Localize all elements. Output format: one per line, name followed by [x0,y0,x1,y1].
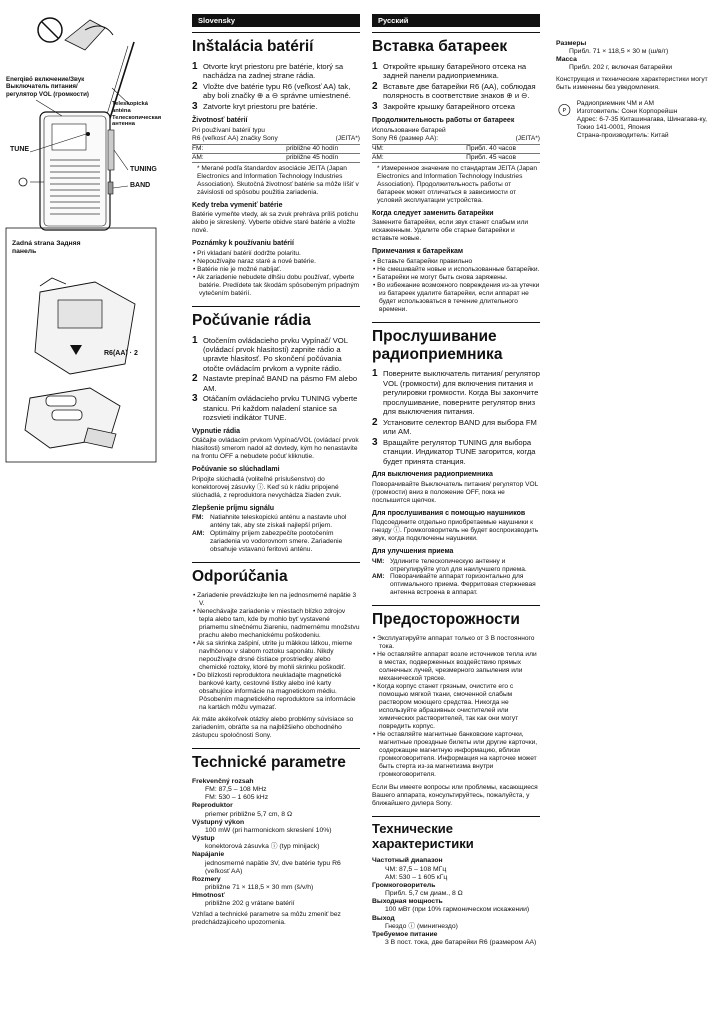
step-item: 2 Vložte dve batérie typu R6 (veľkosť AA) tak, aby boli značky ⊕ a ⊖ správne umiestnené. [192,80,351,101]
paragraph: Vzhľad a technické parametre sa môžu zmeniť bez predchádzajúceho upozornenia. [192,911,341,927]
subsection-title: Когда следует заменить батарейки [372,209,494,217]
paragraph: Если Вы имеете вопросы или проблемы, касающиеся Вашего аппарата, консультируйтесь, пожалуйста, у ближайшего дилера Sony. [372,783,538,807]
spec-value: FM: 530 – 1 605 kHz [205,794,269,802]
spec-value: ЧМ: 87,5 – 108 МГц [385,865,447,873]
battery-callout: R6(AA) · 2 [104,350,138,357]
list-item: AM: Поворачивайте аппарат горизонтально для оптимального приема. Ферритовая стержневая антенна встроена в аппарат. [372,573,536,597]
list-item: • Эксплуатируйте аппарат только от 3 В постоянного тока. [373,634,535,650]
subsection-title: Примечания к батарейкам [372,248,464,256]
subsection-title: Zlepšenie príjmu signálu [192,504,275,512]
subsection-title: Počúvanie so slúchadlami [192,466,280,474]
paragraph: Конструкция и технические характеристики могут быть изменены без уведомления. [556,75,708,91]
section-title: Inštalácia batérií [192,32,360,56]
band-callout: BAND [130,182,151,189]
list-item: • Ak zariadenie nebudete dlhšiu dobu používať, vyberte batérie. Predídete tak škodám spôsobeným prípadným vytečením batérií. [193,273,360,297]
list-item: • Zariadenie prevádzkujte len na jednosmerné napätie 3 V. [193,591,357,607]
jeita-mark: (JEITA*) [515,134,540,142]
battery-life-line: R6 (veľkosť AA) značky Sony [192,134,278,142]
footnote: * Измеренное значение по стандартам JEITA (Japan Electronics and Information Technology Industries Association). Продолжительность работы от батареек может отличаться в зависимости от условий эксплуатации устройства. [377,164,537,204]
step-item: 2 Установите селектор BAND для выбора FM или AM. [372,416,537,437]
spec-key: Масса [556,56,577,64]
list-item: • Pri vkladaní batérií dodržte polaritu. [193,249,301,257]
spec-key: Выход [372,914,395,922]
paragraph: Подсоедините отдельно приобретаемые наушники к гнезду ⓘ. Громкоговоритель не будет воспроизводить звук, когда подключены наушники. [372,519,539,543]
product-figure [0,0,168,470]
paragraph: Batérie vymeňte vtedy, ak sa zvuk prehráva príliš potichu alebo je skreslený. Vyberte obidve staré batérie a vložte nové. [192,211,359,235]
step-item: 3 Вращайте регулятор TUNING для выбора станции. Индикатор TUNE загорится, когда будет принята станция. [372,436,536,466]
spec-value: Прибл. 202 г, включая батарейки [569,64,673,72]
section-title: Предосторожности [372,605,540,629]
spec-key: Требуемое питание [372,930,438,938]
spec-key: Napájanie [192,851,225,859]
spec-value: Прибл. 71 × 118,5 × 30 м (ш/в/г) [569,48,669,56]
list-item: • Батарейки не могут быть снова заряжены. [373,273,508,281]
footnote: * Merané podľa štandardov asociácie JEITA (Japan Electronics and Information Technology Industries Association). Skutočná životnosť batérie sa môže líšiť v závislosti od spôsobu použitia zariadenia. [197,164,359,196]
spec-value: jednosmerné napätie 3V, dve batérie typu R6 (veľkosť AA) [205,859,341,875]
subsection-title: Продолжительность работы от батареек [372,117,515,125]
spec-key: Frekvenčný rozsah [192,777,254,785]
table-row: AM: Прибл. 45 часов [372,154,540,163]
subsection-title: Для улучшения приема [372,548,454,556]
spec-value: FM: 87,5 – 108 MHz [205,786,267,794]
spec-value: 100 мВт (при 10% гармоническом искажении) [385,906,530,914]
spec-value: priemer približne 5,7 cm, 8 Ω [205,810,293,818]
table-row: FM: približne 40 hodín [192,145,360,154]
subsection-title: Životnosť batérií [192,117,248,125]
step-item: 3 Закройте крышку батарейного отсека [372,100,516,112]
battery-life-table [192,144,360,163]
step-item: 3 Otáčaním ovládacieho prvku TUNING vyberte stanicu. Pri každom naladení stanice sa rozsvieti indikátor TUNE. [192,393,358,423]
maker-line: Страна-производитель: Китай [576,131,669,139]
spec-value: konektorová zásuvka ⓘ (typ minijack) [205,843,320,851]
list-item: • Когда корпус станет грязным, очистите его с помощью мягкой ткани, смоченной слабым раствором моющего средства. Никогда не используйте абразивных очистителей или химических растворителей, так как они могут повредить корпус. [373,683,519,731]
paragraph: Замените батарейки, если звук станет слабым или искаженным. Удалите обе старые батарейки и вставьте новые. [372,219,529,243]
battery-life-line: Использование батарей [372,126,446,134]
section-title: Odporúčania [192,562,360,586]
battery-life-table [372,144,540,163]
paragraph: Otáčajte ovládacím prvkom Vypínač/VOL (ovládací prvok hlasitosti) smerom nadol až dovtedy, kým ho nenastavíte na frontu OFF a nebudete počuť kliknutie. [192,437,359,461]
section-title: Počúvanie rádia [192,306,360,330]
list-item: • Ak sa skrinka zašpiní, utrite ju mäkkou látkou, mierne navlhčenou v slabom roztoku saponátu. Nikdy nepoužívajte drsné čistiace prostriedky alebo chemické roztoky, ktoré by mohli skrinku poškodiť. [193,639,353,671]
step-item: 1 Otočením ovládacieho prvku Vypínač/ VOL (ovládací prvok hlasitosti) zapnite rádio a upravte hlasitosť. Po skončení počúvania otočte ovládacím prvkom a vypnite rádio. [192,334,348,373]
step-item: 3 Zatvorte kryt priestoru pre batérie. [192,100,318,112]
antenna-callout: Teleskopická anténa Телескопическая антенна [112,101,162,128]
table-row: AM: približne 45 hodín [192,154,360,163]
list-item: FM: Natiahnite teleskopickú anténu a nastavte uhol antény tak, aby ste získali najlepší príjem. [192,514,347,530]
spec-value: Прибл. 5,7 см диам., 8 Ω [385,890,463,898]
list-item: • Вставьте батарейки правильно [373,257,473,265]
spec-key: Размеры [556,40,587,47]
step-item: 1 Поверните выключатель питания/ регулятор VOL (громкости) для включения питания и регулировки громкости. Когда Вы закончите прослушивание, поверните регулятор вниз для выключения питания. [372,368,540,417]
section-title: Вставка батареек [372,32,540,56]
spec-value: AM: 530 – 1 605 кГц [385,873,448,881]
russian-column [372,14,540,947]
step-item: 1 Откройте крышку батарейного отсека на задней панели радиоприемника. [372,60,527,81]
step-item: 2 Вставьте две батарейки R6 (AA), соблюдая полярность в соответствие знаков ⊕ и ⊖. [372,80,536,101]
list-item: • Nepoužívajte naraz staré a nové batérie. [193,257,316,265]
slovak-column [192,14,360,928]
tuning-callout: TUNING [130,166,157,173]
section-title: Технические характеристики [372,816,540,852]
spec-value: približne 71 × 118,5 × 30 mm (š/v/h) [205,883,314,891]
svg-text:P: P [562,107,567,114]
spec-value: Гнездо ⓘ (миниrнездо) [385,922,458,930]
table-row: ЧМ: Прибл. 40 часов [372,145,540,154]
power-callout: Enerqiво́ включение/Звук Выключатель питания/ регулятор VOL (громкости) [6,76,89,98]
spec-key: Výstup [192,835,215,843]
section-title: Прослушивание радиоприемника [372,322,540,364]
russian-continuation-column [556,40,720,140]
list-item: • Batérie nie je možné nabíjať. [193,265,282,273]
spec-key: Reproduktor [192,802,233,810]
list-item: ЧМ: Удлините телескопическую антенну и отрегулируйте угол для наилучшего приема. [372,557,527,573]
list-item: • Во избежание возможного повреждения из-за утечки из батареек удалите батарейки, если аппарат не будет использоваться в течение длительного времени. [373,281,540,313]
maker-line: Изготовитель: Сони Корпорейшн [576,107,678,115]
subsection-title: Poznámky k používaniu batérií [192,240,294,248]
back-panel-label: Zadná strana Задняя панель [12,240,81,256]
list-item: • Do blízkosti reproduktora neukladajte magnetické bankové karty, cestovné lístky alebo iné karty obsahujúce informácie na magnetickom médiu. Pôsobením magnetického reproduktore sa informácie na kartách môžu vymazať. [193,671,356,712]
spec-value: 3 В пост. тока, две батарейки R6 (размером AA) [385,939,537,947]
step-item: 1 Otvorte kryt priestoru pre batérie, ktorý sa nachádza na zadnej strane rádia. [192,60,344,81]
spec-key: Выходная мощность [372,898,443,906]
radio-illustration [0,0,168,470]
language-tab-slovak: Slovensky [192,14,360,27]
maker-title: Радиоприемник ЧМ и АМ [576,99,655,107]
list-item: • Nenechávajte zariadenie v miestach blízko zdrojov tepla alebo tam, kde by mohlo byť vystavené priamemu slnečnému žiareniu, nadmernému množstvu prachu alebo mechanickému poškodeniu. [193,607,360,639]
paragraph: Поворачивайте Выключатель питания/ регулятор VOL (громкости) вниз в положение OFF, пока не послышится щелчок. [372,480,539,504]
jeita-mark: (JEITA*) [335,134,360,142]
spec-value: 100 mW (pri harmonickom skreslení 10%) [205,826,332,834]
spec-value: približne 202 g vrátane batérií [205,900,295,908]
maker-line: Адрес: 6-7-35 Киташинагава, Шинагава-ку, Токио 141-0001, Япония [576,115,707,131]
list-item: • Не оставляйте аппарат возле источников тепла или в местах, подверженных воздействию прямых солнечных лучей, чрезмерного запыления или механической тряске. [373,651,537,683]
section-title: Technické parametre [192,748,360,772]
battery-life-line: Pri používaní batérií typu [192,126,265,134]
battery-life-line: Sony R6 (размер AA): [372,134,439,142]
tune-callout: TUNE [10,146,30,153]
spec-key: Hmotnosť [192,892,225,900]
step-item: 2 Nastavte prepínač BAND na pásmo FM alebo AM. [192,373,358,393]
spec-key: Výstupný výkon [192,818,245,826]
list-item: • Не оставляйте магнитные банковские карточки, магнитные проездные билеты или другие карточки, содержащие магнитную информацию, вблизи громкоговорителя. Информация на карточке может быть стерта из-за магнетизма внутри громкоговорителя. [373,731,538,779]
list-item: AM: Optimálny príjem zabezpečíte pootočením zariadenia vo vodorovnom smere. Zariadenie obsahuje vstavanú feritovú anténu. [192,530,343,553]
paragraph: Pripojte slúchadlá (voliteľné príslušenstvo) do konektorovej zásuvky ⓘ. Keď sú k rádiu pripojené slúchadlá, z reproduktora nevychádza žiaden zvuk. [192,475,342,499]
spec-key: Rozmery [192,875,221,883]
subsection-title: Vypnutie rádia [192,427,240,435]
certification-mark-icon [556,100,573,120]
subsection-title: Kedy treba vymeniť batérie [192,201,283,209]
spec-key: Громкоговоритель [372,881,436,889]
subsection-title: Для выключения радиоприемника [372,471,493,479]
language-tab-russian: Русский [372,14,540,27]
subsection-title: Для прослушивания с помощью наушников [372,509,526,517]
list-item: • Не смешивайте новые и использованные батарейки. [373,265,540,273]
spec-key: Частотный диапазон [372,857,443,865]
paragraph: Ak máte akékoľvek otázky alebo problémy súvisiace so zariadením, obráťte sa na najbližšieho obchodného zástupcu spoločnosti Sony. [192,716,354,740]
manufacturer-block [556,100,720,140]
